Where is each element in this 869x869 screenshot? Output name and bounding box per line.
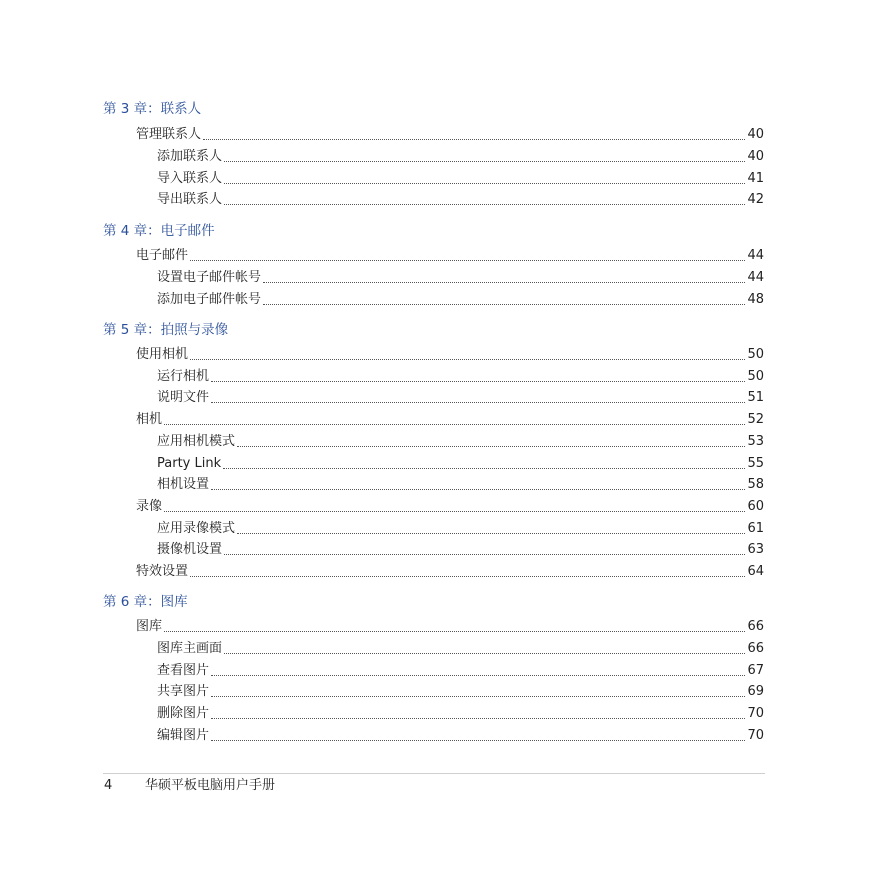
toc-subentry[interactable] [157, 170, 764, 188]
toc-entry[interactable] [136, 126, 764, 144]
chapter-heading: 第 3 章：联系人 [103, 101, 202, 117]
toc-entry-label: Party Link [157, 456, 222, 471]
dot-leader [164, 511, 745, 512]
dot-leader [211, 381, 745, 382]
toc-entry-label: 导出联系人 [157, 192, 223, 207]
dot-leader [224, 554, 745, 555]
toc-entry-page: 69 [747, 684, 764, 699]
toc-entry-label: 说明文件 [157, 390, 210, 405]
toc-entry-label: 添加联系人 [157, 149, 223, 164]
dot-leader [263, 304, 745, 305]
dot-leader [211, 718, 745, 719]
toc-entry-label: 管理联系人 [136, 127, 202, 142]
toc-entry[interactable] [136, 411, 764, 429]
chapter-heading: 第 6 章：图库 [103, 594, 188, 610]
toc-entry-page: 70 [747, 728, 764, 743]
toc-entry-page: 67 [747, 663, 764, 678]
toc-entry-page: 41 [747, 171, 764, 186]
toc-entry-label: 查看图片 [157, 663, 210, 678]
dot-leader [203, 139, 745, 140]
toc-entry-label: 添加电子邮件帐号 [157, 292, 262, 307]
toc-entry[interactable] [136, 346, 764, 364]
chapter-heading: 第 5 章：拍照与录像 [103, 322, 229, 338]
toc-entry-label: 使用相机 [136, 347, 189, 362]
footer-manual-title: 华硕平板电脑用户手册 [145, 778, 276, 793]
toc-entry-page: 40 [747, 149, 764, 164]
toc-entry-label: 录像 [136, 499, 163, 514]
toc-entry-page: 53 [747, 434, 764, 449]
dot-leader [224, 204, 745, 205]
footer-divider [103, 773, 765, 774]
toc-subentry[interactable] [157, 476, 764, 494]
toc-entry-page: 70 [747, 706, 764, 721]
toc-subentry[interactable] [157, 291, 764, 309]
toc-entry-page: 48 [747, 292, 764, 307]
dot-leader [224, 183, 745, 184]
toc-entry-page: 60 [747, 499, 764, 514]
toc-entry-page: 55 [747, 456, 764, 471]
toc-entry[interactable] [136, 618, 764, 636]
toc-subentry[interactable] [157, 433, 764, 451]
toc-entry-page: 58 [747, 477, 764, 492]
toc-subentry[interactable] [157, 541, 764, 559]
toc-entry-label: 电子邮件 [136, 248, 189, 263]
dot-leader [263, 282, 745, 283]
toc-entry[interactable] [136, 498, 764, 516]
toc-entry-label: 共享图片 [157, 684, 210, 699]
chapter-heading: 第 4 章：电子邮件 [103, 223, 215, 239]
toc-entry-label: 相机 [136, 412, 163, 427]
toc-subentry[interactable] [157, 520, 764, 538]
toc-entry-label: 编辑图片 [157, 728, 210, 743]
toc-entry-page: 44 [747, 248, 764, 263]
toc-subentry[interactable] [157, 368, 764, 386]
dot-leader [224, 653, 745, 654]
toc-entry-label: 图库主画面 [157, 641, 223, 656]
toc-entry-label: 运行相机 [157, 369, 210, 384]
dot-leader [190, 359, 745, 360]
toc-subentry[interactable] [157, 705, 764, 723]
toc-entry[interactable] [136, 563, 764, 581]
toc-entry-page: 61 [747, 521, 764, 536]
toc-entry-label: 应用相机模式 [157, 434, 236, 449]
dot-leader [223, 468, 745, 469]
dot-leader [211, 675, 745, 676]
dot-leader [237, 533, 745, 534]
toc-entry-page: 66 [747, 641, 764, 656]
toc-entry-page: 40 [747, 127, 764, 142]
toc-subentry[interactable] [157, 148, 764, 166]
dot-leader [224, 161, 745, 162]
toc-subentry[interactable] [157, 191, 764, 209]
toc-entry-page: 66 [747, 619, 764, 634]
dot-leader [211, 402, 745, 403]
toc-entry-label: 删除图片 [157, 706, 210, 721]
toc-subentry[interactable] [157, 269, 764, 287]
toc-entry-page: 50 [747, 369, 764, 384]
dot-leader [237, 446, 745, 447]
footer-page-number: 4 [104, 778, 113, 793]
dot-leader [190, 260, 745, 261]
dot-leader [211, 740, 745, 741]
toc-entry-label: 导入联系人 [157, 171, 223, 186]
toc-entry-page: 50 [747, 347, 764, 362]
toc-entry-label: 设置电子邮件帐号 [157, 270, 262, 285]
dot-leader [211, 696, 745, 697]
toc-subentry[interactable] [157, 662, 764, 680]
toc-entry-label: 特效设置 [136, 564, 189, 579]
toc-subentry[interactable] [157, 455, 764, 473]
toc-entry-page: 52 [747, 412, 764, 427]
dot-leader [164, 631, 745, 632]
toc-entry-page: 51 [747, 390, 764, 405]
toc-entry-page: 44 [747, 270, 764, 285]
toc-subentry[interactable] [157, 640, 764, 658]
dot-leader [211, 489, 745, 490]
toc-entry-page: 42 [747, 192, 764, 207]
toc-subentry[interactable] [157, 389, 764, 407]
toc-subentry[interactable] [157, 727, 764, 745]
toc-entry-label: 摄像机设置 [157, 542, 223, 557]
dot-leader [190, 576, 745, 577]
toc-entry-page: 63 [747, 542, 764, 557]
toc-entry-label: 应用录像模式 [157, 521, 236, 536]
toc-subentry[interactable] [157, 683, 764, 701]
toc-entry-label: 相机设置 [157, 477, 210, 492]
dot-leader [164, 424, 745, 425]
toc-entry-page: 64 [747, 564, 764, 579]
toc-entry[interactable] [136, 247, 764, 265]
toc-entry-label: 图库 [136, 619, 163, 634]
